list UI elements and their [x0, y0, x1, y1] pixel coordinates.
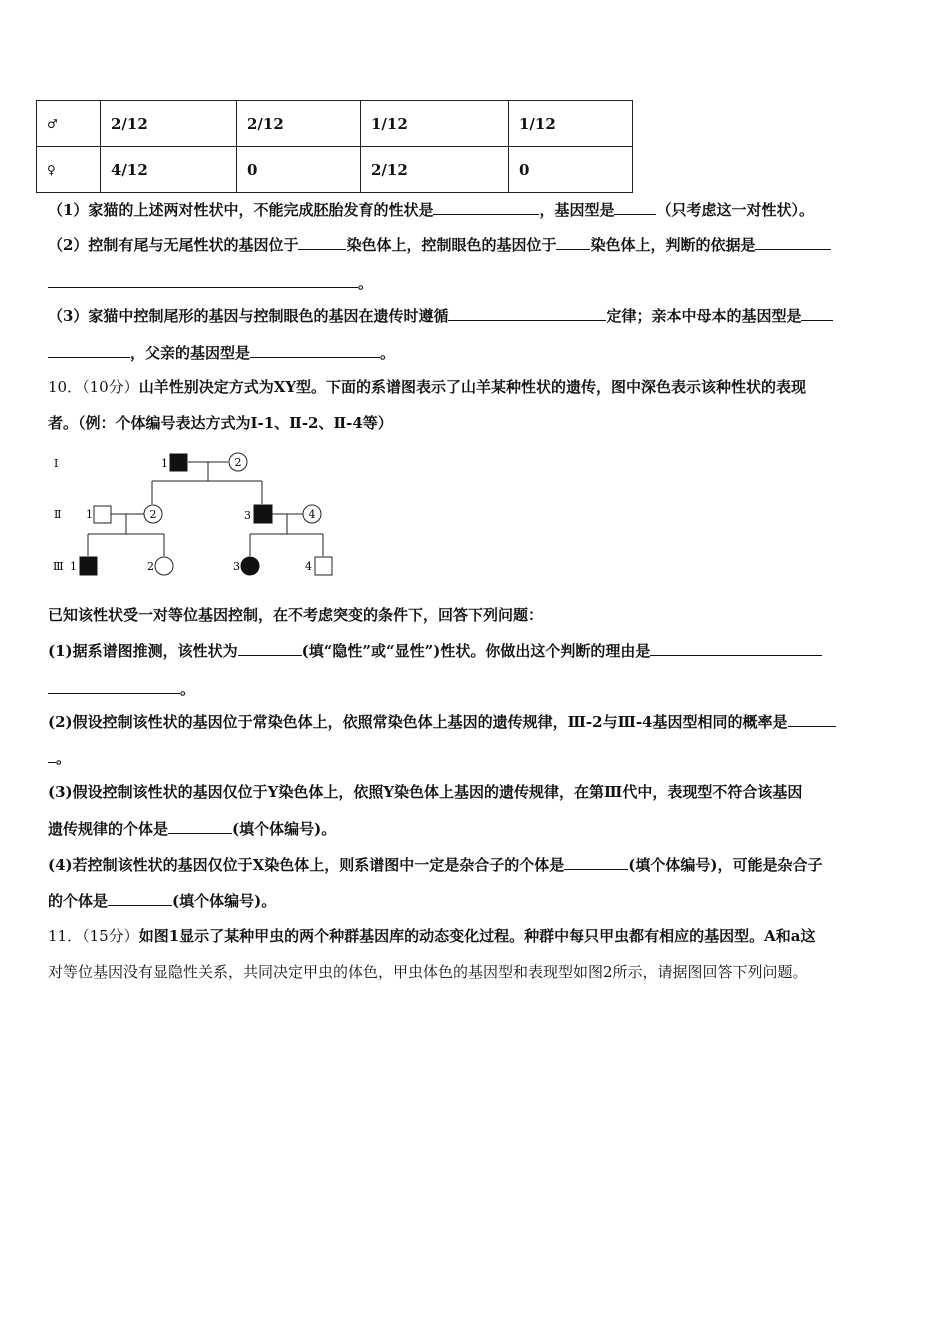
- pedigree-chart: [40, 448, 360, 588]
- answer-blank[interactable]: [650, 640, 822, 656]
- q10-sub4-cont: 的个体是 (填个体编号)。: [48, 892, 277, 910]
- q9-part3: （3）家猫中控制尾形的基因与控制眼色的基因在遗传时遵循 定律；亲本中母本的基因型是: [48, 305, 833, 326]
- individual-III-1: [80, 557, 97, 575]
- answer-blank[interactable]: [48, 747, 56, 763]
- table-row: [37, 101, 633, 147]
- q10-sub2: (2)假设控制该性状的基因位于常染色体上，依照常染色体上基因的遗传规律，Ⅲ-2与Ⅲ-4基因型相同的概率是: [48, 711, 836, 732]
- svg-text:4: 4: [305, 560, 312, 573]
- q9-part2-cont: 。: [48, 272, 373, 293]
- answer-blank[interactable]: [48, 342, 130, 358]
- answer-blank[interactable]: [108, 890, 172, 906]
- answer-blank[interactable]: [238, 640, 302, 656]
- svg-text:3: 3: [233, 560, 240, 573]
- q11-intro-cont: 对等位基因没有显隐性关系，共同决定甲虫的体色，甲虫体色的基因型和表现型如图2所示，请据图回答下列问题。: [48, 963, 808, 981]
- answer-blank[interactable]: [448, 305, 606, 321]
- individual-I-1: [170, 454, 187, 471]
- answer-blank[interactable]: [250, 342, 380, 358]
- q10-given: 已知该性状受一对等位基因控制，在不考虑突变的条件下，回答下列问题：: [48, 606, 544, 624]
- answer-blank[interactable]: [614, 199, 656, 215]
- q9-part2: （2）控制有尾与无尾性状的基因位于 染色体上，控制眼色的基因位于 染色体上，判断的依据是: [48, 234, 831, 255]
- individual-III-3: [241, 557, 259, 575]
- individual-III-2: [155, 557, 173, 575]
- q10-sub1-cont: 。: [48, 678, 195, 699]
- answer-blank[interactable]: [755, 234, 831, 250]
- answer-blank[interactable]: [168, 818, 232, 834]
- svg-text:4: 4: [308, 508, 316, 521]
- svg-text:1: 1: [70, 560, 77, 573]
- genotype-frequency-table: [36, 100, 633, 193]
- answer-blank[interactable]: [801, 305, 833, 321]
- generation-label: Ⅱ: [54, 508, 62, 521]
- q9-part3-cont: ，父亲的基因型是 。: [48, 342, 395, 363]
- table-cell: 2/12: [101, 101, 237, 147]
- table-cell: 1/12: [361, 101, 509, 147]
- q10-sub1: (1)据系谱图推测，该性状为 (填“隐性”或“显性”)性状。你做出这个判断的理由是: [48, 640, 822, 661]
- female-symbol: ♀: [37, 147, 101, 193]
- q10-sub3: (3)假设控制该性状的基因仅位于Y染色体上，依照Y染色体上基因的遗传规律，在第Ⅲ代中，表现型不符合该基因: [48, 783, 803, 801]
- table-cell: 0: [509, 147, 633, 193]
- individual-III-4: [315, 557, 332, 575]
- answer-blank[interactable]: [48, 272, 358, 288]
- table-cell: 1/12: [509, 101, 633, 147]
- generation-label: Ⅲ: [53, 560, 64, 573]
- table-row: [37, 147, 633, 193]
- answer-blank[interactable]: [564, 854, 628, 870]
- answer-blank[interactable]: [788, 711, 836, 727]
- individual-II-1: [94, 506, 111, 523]
- svg-text:2: 2: [234, 456, 242, 469]
- table-cell: 2/12: [237, 101, 361, 147]
- svg-text:1: 1: [86, 508, 93, 521]
- table-cell: 0: [237, 147, 361, 193]
- q11-intro: 11．（15分）如图1显示了某种甲虫的两个种群基因库的动态变化过程。种群中每只甲虫都有相应的基因型。A和a这: [48, 927, 816, 945]
- question-number: 10．（10分）: [48, 378, 139, 396]
- answer-blank[interactable]: [298, 234, 346, 250]
- generation-label: Ⅰ: [54, 457, 59, 470]
- answer-blank[interactable]: [433, 199, 539, 215]
- q10-intro-cont: 者。（例：个体编号表达方式为Ⅰ-1、Ⅱ-2、Ⅱ-4等）: [48, 414, 393, 432]
- individual-II-3: [254, 505, 272, 523]
- q10-sub4: (4)若控制该性状的基因仅位于X染色体上，则系谱图中一定是杂合子的个体是 (填个体编号)，可能是杂合子: [48, 856, 823, 874]
- q10-sub2-cont: 。: [48, 747, 71, 768]
- q10-intro: 10．（10分）山羊性别决定方式为XY型。下面的系谱图表示了山羊某种性状的遗传，图中深色表示该种性状的表现: [48, 378, 807, 396]
- question-number: 11．（15分）: [48, 927, 139, 945]
- table-cell: 2/12: [361, 147, 509, 193]
- answer-blank[interactable]: [48, 678, 180, 694]
- svg-text:2: 2: [149, 508, 157, 521]
- svg-text:3: 3: [244, 509, 251, 522]
- answer-blank[interactable]: [556, 234, 590, 250]
- q9-part1: （1）家猫的上述两对性状中，不能完成胚胎发育的性状是 ，基因型是 （只考虑这一对性状）。: [48, 201, 814, 219]
- svg-text:2: 2: [147, 560, 154, 573]
- male-symbol: ♂: [37, 101, 101, 147]
- table-cell: 4/12: [101, 147, 237, 193]
- q10-sub3-cont: 遗传规律的个体是 (填个体编号)。: [48, 820, 337, 838]
- svg-text:1: 1: [161, 457, 168, 470]
